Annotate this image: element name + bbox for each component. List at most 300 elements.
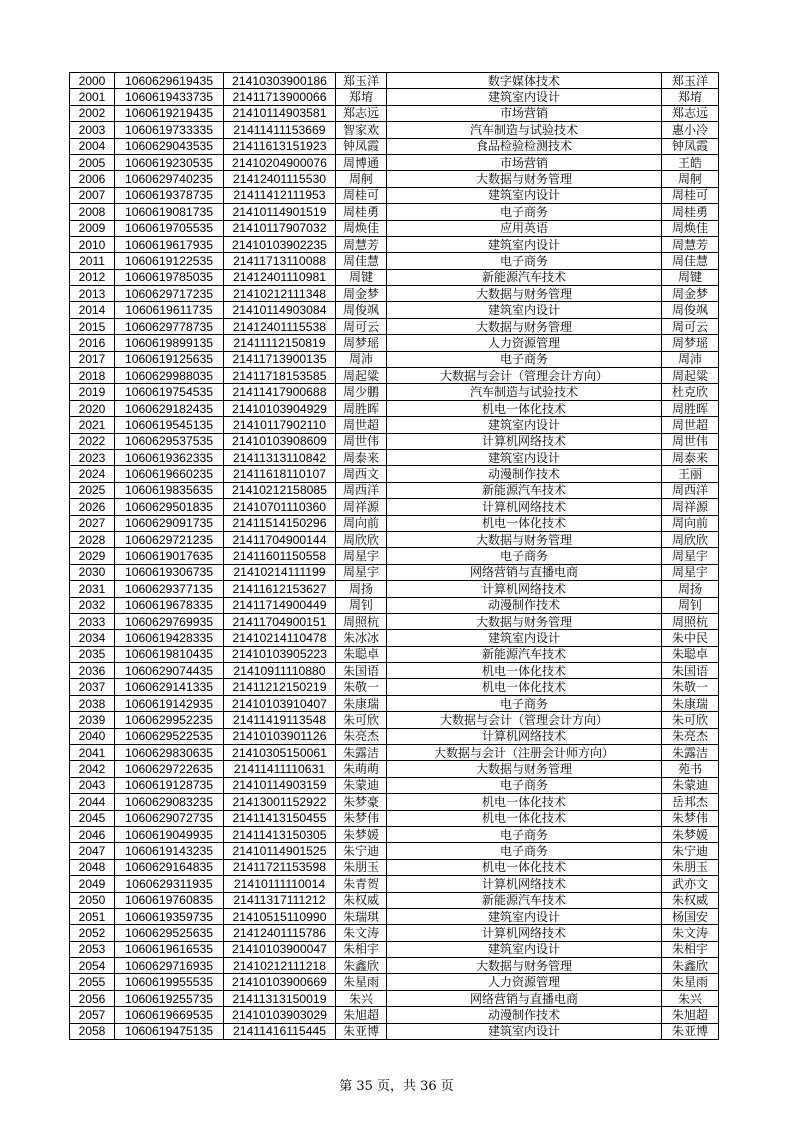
signer-cell: 周世伟 xyxy=(662,433,719,449)
major-cell: 动漫制作技术 xyxy=(387,597,662,613)
major-cell: 大数据与财务管理 xyxy=(387,531,662,547)
table-row xyxy=(70,466,719,482)
signer-cell: 朱聪卓 xyxy=(662,646,719,662)
student-id-cell: 21410303900186 xyxy=(224,73,336,89)
name-cell: 钟凤霞 xyxy=(336,138,387,154)
table-row xyxy=(70,171,719,187)
signer-cell: 朱相宇 xyxy=(662,941,719,957)
major-cell: 市场营销 xyxy=(387,105,662,121)
major-cell: 建筑室内设计 xyxy=(387,89,662,105)
signer-cell: 周桂勇 xyxy=(662,204,719,220)
table-row xyxy=(70,597,719,613)
name-cell: 朱康瑞 xyxy=(336,695,387,711)
major-cell: 机电一体化技术 xyxy=(387,663,662,679)
name-cell: 周星宇 xyxy=(336,564,387,580)
student-id-cell: 21410305150061 xyxy=(224,745,336,761)
major-cell: 大数据与财务管理 xyxy=(387,958,662,974)
signer-cell: 周欣欣 xyxy=(662,531,719,547)
signer-cell: 朱蒙迪 xyxy=(662,777,719,793)
name-cell: 朱相宇 xyxy=(336,941,387,957)
seq-cell: 2028 xyxy=(70,531,115,547)
major-cell: 电子商务 xyxy=(387,204,662,220)
major-cell: 新能源汽车技术 xyxy=(387,646,662,662)
name-cell: 周博通 xyxy=(336,154,387,170)
exam-id-cell: 1060619785035 xyxy=(115,269,224,285)
table-row xyxy=(70,581,719,597)
enrollment-table xyxy=(69,72,719,1040)
seq-cell: 2038 xyxy=(70,695,115,711)
student-id-cell: 21411411153669 xyxy=(224,122,336,138)
major-cell: 大数据与财务管理 xyxy=(387,318,662,334)
student-id-cell: 21410214111199 xyxy=(224,564,336,580)
major-cell: 大数据与财务管理 xyxy=(387,761,662,777)
exam-id-cell: 1060629377135 xyxy=(115,581,224,597)
signer-cell: 周俊飒 xyxy=(662,302,719,318)
major-cell: 建筑室内设计 xyxy=(387,187,662,203)
seq-cell: 2019 xyxy=(70,384,115,400)
student-id-cell: 21410117907032 xyxy=(224,220,336,236)
exam-id-cell: 1060619306735 xyxy=(115,564,224,580)
seq-cell: 2033 xyxy=(70,613,115,629)
table-row xyxy=(70,941,719,957)
table-row xyxy=(70,318,719,334)
major-cell: 机电一体化技术 xyxy=(387,810,662,826)
exam-id-cell: 1060629988035 xyxy=(115,368,224,384)
major-cell: 计算机网络技术 xyxy=(387,876,662,892)
major-cell: 新能源汽车技术 xyxy=(387,269,662,285)
table-row xyxy=(70,368,719,384)
student-id-cell: 21410212111348 xyxy=(224,286,336,302)
major-cell: 人力资源管理 xyxy=(387,335,662,351)
signer-cell: 朱兴 xyxy=(662,990,719,1006)
exam-id-cell: 1060619705535 xyxy=(115,220,224,236)
table-row xyxy=(70,1007,719,1023)
table-row xyxy=(70,761,719,777)
seq-cell: 2042 xyxy=(70,761,115,777)
seq-cell: 2011 xyxy=(70,253,115,269)
seq-cell: 2053 xyxy=(70,941,115,957)
seq-cell: 2015 xyxy=(70,318,115,334)
seq-cell: 2054 xyxy=(70,958,115,974)
student-id-cell: 21410214110478 xyxy=(224,630,336,646)
major-cell: 食品检验检测技术 xyxy=(387,138,662,154)
seq-cell: 2037 xyxy=(70,679,115,695)
seq-cell: 2049 xyxy=(70,876,115,892)
major-cell: 网络营销与直播电商 xyxy=(387,990,662,1006)
exam-id-cell: 1060619128735 xyxy=(115,777,224,793)
student-id-cell: 21412401115538 xyxy=(224,318,336,334)
seq-cell: 2055 xyxy=(70,974,115,990)
student-id-cell: 21411713900066 xyxy=(224,89,336,105)
seq-cell: 2034 xyxy=(70,630,115,646)
name-cell: 郑志远 xyxy=(336,105,387,121)
name-cell: 智家欢 xyxy=(336,122,387,138)
table-row xyxy=(70,269,719,285)
major-cell: 动漫制作技术 xyxy=(387,466,662,482)
student-id-cell: 21410103903029 xyxy=(224,1007,336,1023)
seq-cell: 2025 xyxy=(70,482,115,498)
table-row xyxy=(70,302,719,318)
signer-cell: 周焕佳 xyxy=(662,220,719,236)
major-cell: 汽车制造与试验技术 xyxy=(387,122,662,138)
seq-cell: 2000 xyxy=(70,73,115,89)
exam-id-cell: 1060619617935 xyxy=(115,236,224,252)
signer-cell: 朱星雨 xyxy=(662,974,719,990)
table-row xyxy=(70,646,719,662)
table-row xyxy=(70,745,719,761)
student-id-cell: 21411313110842 xyxy=(224,449,336,465)
name-cell: 周焕佳 xyxy=(336,220,387,236)
student-id-cell: 21410103905223 xyxy=(224,646,336,662)
exam-id-cell: 1060619669535 xyxy=(115,1007,224,1023)
signer-cell: 朱宁迪 xyxy=(662,843,719,859)
table-row xyxy=(70,974,719,990)
seq-cell: 2008 xyxy=(70,204,115,220)
student-id-cell: 21410212111218 xyxy=(224,958,336,974)
name-cell: 朱亚博 xyxy=(336,1023,387,1039)
major-cell: 电子商务 xyxy=(387,351,662,367)
signer-cell: 周沛 xyxy=(662,351,719,367)
seq-cell: 2048 xyxy=(70,859,115,875)
name-cell: 周世伟 xyxy=(336,433,387,449)
seq-cell: 2014 xyxy=(70,302,115,318)
name-cell: 周键 xyxy=(336,269,387,285)
student-id-cell: 21410103901126 xyxy=(224,728,336,744)
name-cell: 朱兴 xyxy=(336,990,387,1006)
student-id-cell: 21411612153627 xyxy=(224,581,336,597)
major-cell: 建筑室内设计 xyxy=(387,941,662,957)
student-id-cell: 21410114901525 xyxy=(224,843,336,859)
exam-id-cell: 1060619017635 xyxy=(115,548,224,564)
signer-cell: 朱梦伟 xyxy=(662,810,719,826)
name-cell: 朱亮杰 xyxy=(336,728,387,744)
name-cell: 朱宁迪 xyxy=(336,843,387,859)
signer-cell: 王皓 xyxy=(662,154,719,170)
signer-cell: 朱可欣 xyxy=(662,712,719,728)
seq-cell: 2036 xyxy=(70,663,115,679)
name-cell: 周可云 xyxy=(336,318,387,334)
student-id-cell: 21411618110107 xyxy=(224,466,336,482)
name-cell: 周照杭 xyxy=(336,613,387,629)
seq-cell: 2021 xyxy=(70,417,115,433)
major-cell: 电子商务 xyxy=(387,695,662,711)
student-id-cell: 21411212150219 xyxy=(224,679,336,695)
major-cell: 新能源汽车技术 xyxy=(387,482,662,498)
table-row xyxy=(70,679,719,695)
exam-id-cell: 1060629072735 xyxy=(115,810,224,826)
table-row xyxy=(70,548,719,564)
table-row xyxy=(70,400,719,416)
signer-cell: 周舸 xyxy=(662,171,719,187)
major-cell: 机电一体化技术 xyxy=(387,515,662,531)
table-row xyxy=(70,204,719,220)
major-cell: 动漫制作技术 xyxy=(387,1007,662,1023)
table-row xyxy=(70,728,719,744)
table-row xyxy=(70,695,719,711)
student-id-cell: 21410114903581 xyxy=(224,105,336,121)
seq-cell: 2024 xyxy=(70,466,115,482)
name-cell: 朱冰冰 xyxy=(336,630,387,646)
table-row xyxy=(70,908,719,924)
seq-cell: 2045 xyxy=(70,810,115,826)
name-cell: 朱梦伟 xyxy=(336,810,387,826)
major-cell: 计算机网络技术 xyxy=(387,581,662,597)
exam-id-cell: 1060619955535 xyxy=(115,974,224,990)
major-cell: 机电一体化技术 xyxy=(387,859,662,875)
table-row xyxy=(70,122,719,138)
student-id-cell: 21411601150558 xyxy=(224,548,336,564)
exam-id-cell: 1060619835635 xyxy=(115,482,224,498)
signer-cell: 周胜晖 xyxy=(662,400,719,416)
exam-id-cell: 1060629717235 xyxy=(115,286,224,302)
student-id-cell: 21411411110631 xyxy=(224,761,336,777)
signer-cell: 朱亮杰 xyxy=(662,728,719,744)
table-row xyxy=(70,892,719,908)
table-row xyxy=(70,286,719,302)
major-cell: 大数据与财务管理 xyxy=(387,171,662,187)
student-id-cell: 21411721153598 xyxy=(224,859,336,875)
exam-id-cell: 1060629311935 xyxy=(115,876,224,892)
table-row xyxy=(70,925,719,941)
table-row xyxy=(70,220,719,236)
student-id-cell: 21411413150305 xyxy=(224,826,336,842)
exam-id-cell: 1060619142935 xyxy=(115,695,224,711)
major-cell: 机电一体化技术 xyxy=(387,794,662,810)
table-row xyxy=(70,499,719,515)
name-cell: 朱文涛 xyxy=(336,925,387,941)
signer-cell: 周星宇 xyxy=(662,548,719,564)
student-id-cell: 21412401110981 xyxy=(224,269,336,285)
exam-id-cell: 1060619049935 xyxy=(115,826,224,842)
seq-cell: 2030 xyxy=(70,564,115,580)
major-cell: 电子商务 xyxy=(387,777,662,793)
signer-cell: 苑书 xyxy=(662,761,719,777)
page-footer: 第 35 页，共 36 页 xyxy=(339,1079,454,1094)
major-cell: 电子商务 xyxy=(387,843,662,859)
major-cell: 应用英语 xyxy=(387,220,662,236)
seq-cell: 2032 xyxy=(70,597,115,613)
signer-cell: 武亦文 xyxy=(662,876,719,892)
name-cell: 朱权威 xyxy=(336,892,387,908)
student-id-cell: 21410103900669 xyxy=(224,974,336,990)
seq-cell: 2023 xyxy=(70,449,115,465)
signer-cell: 周桂可 xyxy=(662,187,719,203)
seq-cell: 2057 xyxy=(70,1007,115,1023)
exam-id-cell: 1060619810435 xyxy=(115,646,224,662)
exam-id-cell: 1060619362335 xyxy=(115,449,224,465)
major-cell: 建筑室内设计 xyxy=(387,1023,662,1039)
exam-id-cell: 1060629501835 xyxy=(115,499,224,515)
table-row xyxy=(70,89,719,105)
seq-cell: 2016 xyxy=(70,335,115,351)
name-cell: 周扬 xyxy=(336,581,387,597)
signer-cell: 周照杭 xyxy=(662,613,719,629)
table-row xyxy=(70,531,719,547)
exam-id-cell: 1060629830635 xyxy=(115,745,224,761)
student-id-cell: 21412401115786 xyxy=(224,925,336,941)
signer-cell: 周金梦 xyxy=(662,286,719,302)
table-row xyxy=(70,777,719,793)
name-cell: 周沛 xyxy=(336,351,387,367)
seq-cell: 2006 xyxy=(70,171,115,187)
signer-cell: 朱文涛 xyxy=(662,925,719,941)
student-id-cell: 21411613151923 xyxy=(224,138,336,154)
seq-cell: 2027 xyxy=(70,515,115,531)
seq-cell: 2005 xyxy=(70,154,115,170)
name-cell: 朱星雨 xyxy=(336,974,387,990)
signer-cell: 郑志远 xyxy=(662,105,719,121)
table-row xyxy=(70,138,719,154)
signer-cell: 杨国安 xyxy=(662,908,719,924)
exam-id-cell: 1060629083235 xyxy=(115,794,224,810)
seq-cell: 2003 xyxy=(70,122,115,138)
seq-cell: 2039 xyxy=(70,712,115,728)
table-row xyxy=(70,859,719,875)
seq-cell: 2052 xyxy=(70,925,115,941)
table-row xyxy=(70,433,719,449)
signer-cell: 郑堉 xyxy=(662,89,719,105)
student-id-cell: 21411313150019 xyxy=(224,990,336,1006)
name-cell: 周欣欣 xyxy=(336,531,387,547)
exam-id-cell: 1060619122535 xyxy=(115,253,224,269)
seq-cell: 2047 xyxy=(70,843,115,859)
signer-cell: 朱朋玉 xyxy=(662,859,719,875)
name-cell: 周佳慧 xyxy=(336,253,387,269)
table-row xyxy=(70,712,719,728)
major-cell: 机电一体化技术 xyxy=(387,679,662,695)
table-row xyxy=(70,826,719,842)
exam-id-cell: 1060629952235 xyxy=(115,712,224,728)
signer-cell: 岳邦杰 xyxy=(662,794,719,810)
major-cell: 建筑室内设计 xyxy=(387,236,662,252)
student-id-cell: 21410515110990 xyxy=(224,908,336,924)
name-cell: 周泰来 xyxy=(336,449,387,465)
signer-cell: 朱露洁 xyxy=(662,745,719,761)
signer-cell: 周梦瑶 xyxy=(662,335,719,351)
student-id-cell: 21410103904929 xyxy=(224,400,336,416)
table-row xyxy=(70,794,719,810)
table-row xyxy=(70,449,719,465)
student-id-cell: 21411704900144 xyxy=(224,531,336,547)
signer-cell: 朱亚博 xyxy=(662,1023,719,1039)
exam-id-cell: 1060629769935 xyxy=(115,613,224,629)
table-body xyxy=(70,73,719,1040)
table-row xyxy=(70,236,719,252)
table-row xyxy=(70,417,719,433)
signer-cell: 朱旭超 xyxy=(662,1007,719,1023)
student-id-cell: 21410114903084 xyxy=(224,302,336,318)
seq-cell: 2004 xyxy=(70,138,115,154)
exam-id-cell: 1060629619435 xyxy=(115,73,224,89)
student-id-cell: 21411713900135 xyxy=(224,351,336,367)
name-cell: 朱敬一 xyxy=(336,679,387,695)
exam-id-cell: 1060629716935 xyxy=(115,958,224,974)
major-cell: 新能源汽车技术 xyxy=(387,892,662,908)
student-id-cell: 21411413150455 xyxy=(224,810,336,826)
student-id-cell: 21411714900449 xyxy=(224,597,336,613)
signer-cell: 周键 xyxy=(662,269,719,285)
signer-cell: 周西洋 xyxy=(662,482,719,498)
name-cell: 周星宇 xyxy=(336,548,387,564)
seq-cell: 2012 xyxy=(70,269,115,285)
student-id-cell: 21410114903159 xyxy=(224,777,336,793)
major-cell: 网络营销与直播电商 xyxy=(387,564,662,580)
table-row xyxy=(70,613,719,629)
exam-id-cell: 1060619678335 xyxy=(115,597,224,613)
student-id-cell: 21410212158085 xyxy=(224,482,336,498)
name-cell: 周舸 xyxy=(336,171,387,187)
name-cell: 朱萌萌 xyxy=(336,761,387,777)
student-id-cell: 21411112150819 xyxy=(224,335,336,351)
name-cell: 周金梦 xyxy=(336,286,387,302)
student-id-cell: 21412401115530 xyxy=(224,171,336,187)
student-id-cell: 21411412111953 xyxy=(224,187,336,203)
seq-cell: 2041 xyxy=(70,745,115,761)
major-cell: 计算机网络技术 xyxy=(387,499,662,515)
major-cell: 电子商务 xyxy=(387,253,662,269)
exam-id-cell: 1060629164835 xyxy=(115,859,224,875)
name-cell: 周向前 xyxy=(336,515,387,531)
student-id-cell: 21411317111212 xyxy=(224,892,336,908)
signer-cell: 钟凤霞 xyxy=(662,138,719,154)
exam-id-cell: 1060619545135 xyxy=(115,417,224,433)
exam-id-cell: 1060619616535 xyxy=(115,941,224,957)
student-id-cell: 21411713110088 xyxy=(224,253,336,269)
seq-cell: 2031 xyxy=(70,581,115,597)
name-cell: 周梦瑶 xyxy=(336,335,387,351)
signer-cell: 朱敬一 xyxy=(662,679,719,695)
seq-cell: 2017 xyxy=(70,351,115,367)
table-row xyxy=(70,253,719,269)
exam-id-cell: 1060629525635 xyxy=(115,925,224,941)
table-row xyxy=(70,1023,719,1039)
name-cell: 周俊飒 xyxy=(336,302,387,318)
student-id-cell: 21410114901519 xyxy=(224,204,336,220)
name-cell: 朱露洁 xyxy=(336,745,387,761)
seq-cell: 2010 xyxy=(70,236,115,252)
seq-cell: 2013 xyxy=(70,286,115,302)
seq-cell: 2040 xyxy=(70,728,115,744)
major-cell: 建筑室内设计 xyxy=(387,908,662,924)
major-cell: 市场营销 xyxy=(387,154,662,170)
major-cell: 建筑室内设计 xyxy=(387,449,662,465)
name-cell: 周世超 xyxy=(336,417,387,433)
seq-cell: 2001 xyxy=(70,89,115,105)
signer-cell: 周慧芳 xyxy=(662,236,719,252)
exam-id-cell: 1060619125635 xyxy=(115,351,224,367)
name-cell: 朱鑫欣 xyxy=(336,958,387,974)
name-cell: 朱国语 xyxy=(336,663,387,679)
seq-cell: 2051 xyxy=(70,908,115,924)
table-row xyxy=(70,564,719,580)
table-row xyxy=(70,73,719,89)
major-cell: 建筑室内设计 xyxy=(387,630,662,646)
major-cell: 电子商务 xyxy=(387,826,662,842)
signer-cell: 王丽 xyxy=(662,466,719,482)
name-cell: 周慧芳 xyxy=(336,236,387,252)
signer-cell: 周钊 xyxy=(662,597,719,613)
major-cell: 机电一体化技术 xyxy=(387,400,662,416)
table-row xyxy=(70,515,719,531)
student-id-cell: 21411514150296 xyxy=(224,515,336,531)
student-id-cell: 21411419113548 xyxy=(224,712,336,728)
signer-cell: 周扬 xyxy=(662,581,719,597)
signer-cell: 惠小冷 xyxy=(662,122,719,138)
table-row xyxy=(70,958,719,974)
seq-cell: 2044 xyxy=(70,794,115,810)
signer-cell: 朱康瑞 xyxy=(662,695,719,711)
name-cell: 周起粱 xyxy=(336,368,387,384)
